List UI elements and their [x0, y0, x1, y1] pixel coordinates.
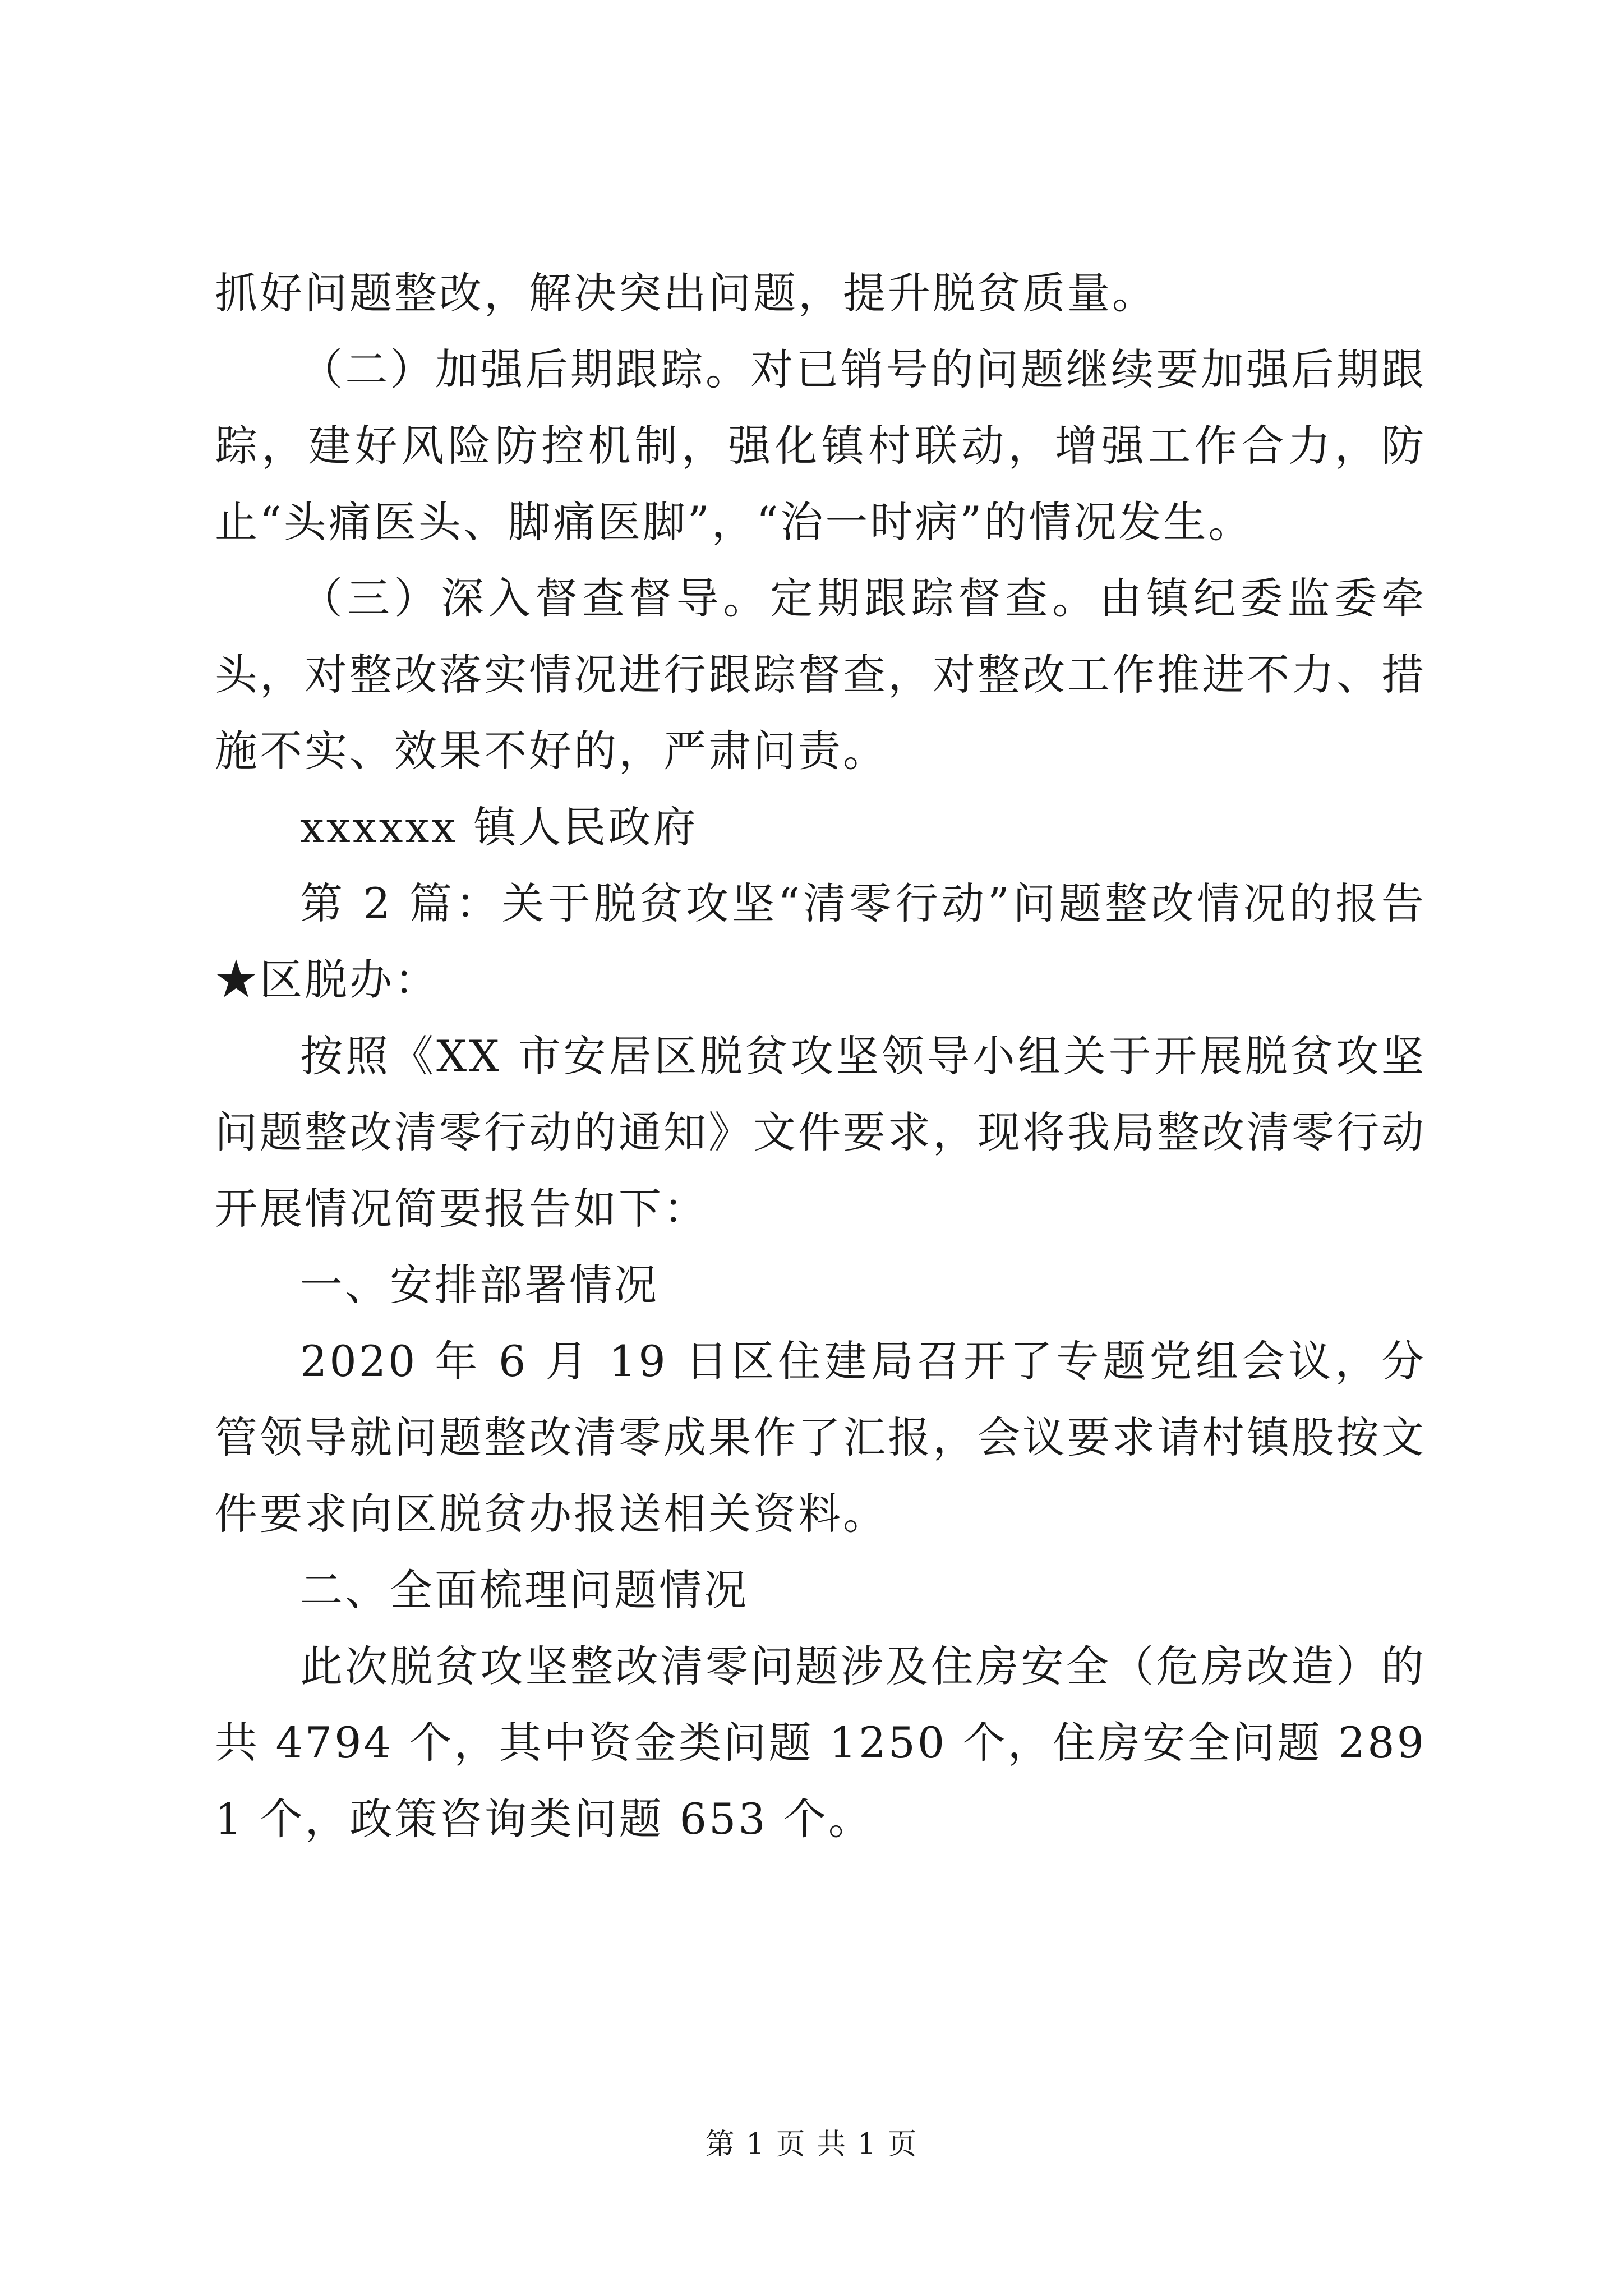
paragraph-meeting: 2020 年 6 月 19 日区住建局召开了专题党组会议，分管领导就问题整改清零成果作了汇报，会议要求请村镇股按文件要求向区脱贫办报送相关资料。: [215, 1336, 1426, 1539]
heading-arrangement: 一、安排部署情况: [300, 1260, 659, 1310]
page-footer: 第 1 页 共 1 页: [705, 2128, 918, 2161]
paragraph-intro: 按照《XX 市安居区脱贫攻坚领导小组关于开展脱贫攻坚问题整改清零行动的通知》文件要求，现将我局整改清零行动开展情况简要报告如下：: [215, 1031, 1426, 1234]
paragraph-issue-stats: 此次脱贫攻坚整改清零问题涉及住房安全（危房改造）的共 4794 个，其中资金类问题 1250 个，住房安全问题 2891 个，政策咨询类问题 653 个。: [215, 1641, 1426, 1844]
paragraph-signature: xxxxxx 镇人民政府: [300, 802, 698, 852]
paragraph-section-3: （三）深入督查督导。定期跟踪督查。由镇纪委监委牵头，对整改落实情况进行跟踪督查，对整改工作推进不力、措施不实、效果不好的，严肃问责。: [215, 573, 1426, 776]
heading-issue-review: 二、全面梳理问题情况: [300, 1565, 749, 1615]
document-body: [215, 255, 1426, 1857]
paragraph-continuation: 抓好问题整改，解决突出问题，提升脱贫质量。: [215, 268, 1157, 318]
paragraph-article-title: 第 2 篇：关于脱贫攻坚“清零行动”问题整改情况的报告★区脱办：: [215, 878, 1426, 1005]
paragraph-section-2: （二）加强后期跟踪。对已销号的问题继续要加强后期跟踪，建好风险防控机制，强化镇村联动，增强工作合力，防止“头痛医头、脚痛医脚”，“治一时病”的情况发生。: [215, 344, 1426, 547]
